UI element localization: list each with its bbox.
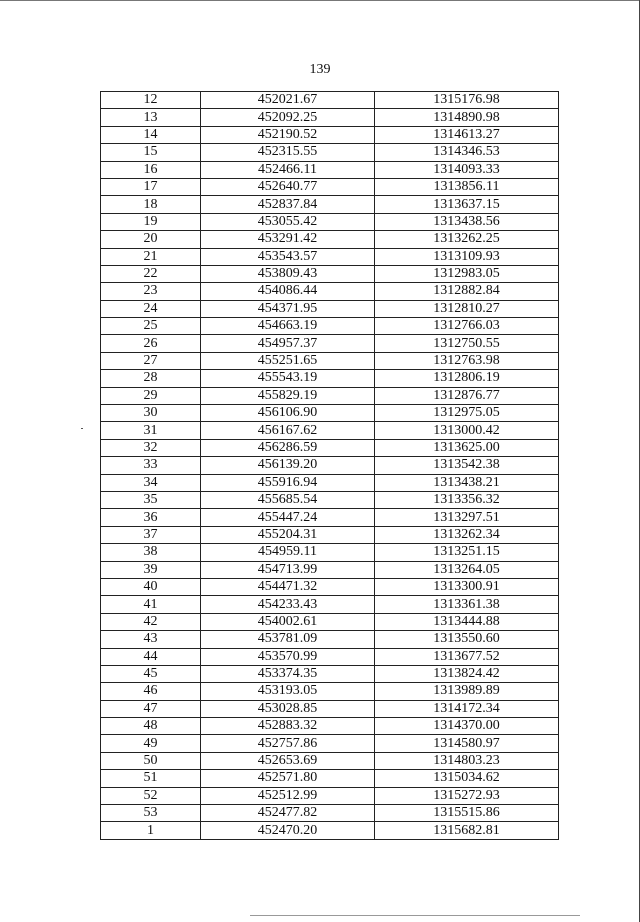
x-coordinate-cell: 455447.24	[201, 509, 375, 526]
y-coordinate-cell: 1314093.33	[375, 161, 559, 178]
x-coordinate-cell: 453781.09	[201, 631, 375, 648]
table-row	[101, 770, 559, 787]
y-coordinate-cell: 1312763.98	[375, 352, 559, 369]
x-coordinate-cell: 454663.19	[201, 318, 375, 335]
y-coordinate-cell: 1313264.05	[375, 561, 559, 578]
x-coordinate-cell: 456286.59	[201, 439, 375, 456]
table-row	[101, 822, 559, 839]
point-number-cell: 27	[101, 352, 201, 369]
y-coordinate-cell: 1313262.25	[375, 231, 559, 248]
x-coordinate-cell: 452640.77	[201, 178, 375, 195]
y-coordinate-cell: 1313438.56	[375, 213, 559, 230]
table-row	[101, 300, 559, 317]
x-coordinate-cell: 452837.84	[201, 196, 375, 213]
point-number-cell: 24	[101, 300, 201, 317]
point-number-cell: 21	[101, 248, 201, 265]
point-number-cell: 39	[101, 561, 201, 578]
point-number-cell: 40	[101, 578, 201, 595]
point-number-cell: 19	[101, 213, 201, 230]
y-coordinate-cell: 1313824.42	[375, 665, 559, 682]
table-row	[101, 352, 559, 369]
point-number-cell: 12	[101, 92, 201, 109]
table-row	[101, 318, 559, 335]
x-coordinate-cell: 452092.25	[201, 109, 375, 126]
x-coordinate-cell: 453543.57	[201, 248, 375, 265]
point-number-cell: 30	[101, 405, 201, 422]
scan-speck	[81, 428, 83, 429]
x-coordinate-cell: 453291.42	[201, 231, 375, 248]
table-row	[101, 405, 559, 422]
table-row	[101, 213, 559, 230]
y-coordinate-cell: 1313000.42	[375, 422, 559, 439]
scan-edge-top	[0, 0, 640, 1]
point-number-cell: 28	[101, 370, 201, 387]
table-row	[101, 509, 559, 526]
table-row	[101, 231, 559, 248]
table-row	[101, 439, 559, 456]
point-number-cell: 23	[101, 283, 201, 300]
y-coordinate-cell: 1314890.98	[375, 109, 559, 126]
y-coordinate-cell: 1312882.84	[375, 283, 559, 300]
x-coordinate-cell: 452477.82	[201, 805, 375, 822]
y-coordinate-cell: 1313637.15	[375, 196, 559, 213]
x-coordinate-cell: 452315.55	[201, 144, 375, 161]
table-row	[101, 92, 559, 109]
y-coordinate-cell: 1313625.00	[375, 439, 559, 456]
x-coordinate-cell: 454957.37	[201, 335, 375, 352]
x-coordinate-cell: 452653.69	[201, 752, 375, 769]
y-coordinate-cell: 1313856.11	[375, 178, 559, 195]
point-number-cell: 41	[101, 596, 201, 613]
table-row	[101, 474, 559, 491]
x-coordinate-cell: 453193.05	[201, 683, 375, 700]
table-row	[101, 648, 559, 665]
x-coordinate-cell: 455685.54	[201, 491, 375, 508]
point-number-cell: 25	[101, 318, 201, 335]
table-row	[101, 196, 559, 213]
y-coordinate-cell: 1315176.98	[375, 92, 559, 109]
x-coordinate-cell: 456106.90	[201, 405, 375, 422]
y-coordinate-cell: 1313677.52	[375, 648, 559, 665]
point-number-cell: 37	[101, 526, 201, 543]
table-row	[101, 370, 559, 387]
table-row	[101, 126, 559, 143]
table-row	[101, 544, 559, 561]
point-number-cell: 1	[101, 822, 201, 839]
table-row	[101, 700, 559, 717]
table-row	[101, 491, 559, 508]
x-coordinate-cell: 452466.11	[201, 161, 375, 178]
y-coordinate-cell: 1314370.00	[375, 718, 559, 735]
table-row	[101, 387, 559, 404]
y-coordinate-cell: 1314346.53	[375, 144, 559, 161]
y-coordinate-cell: 1313251.15	[375, 544, 559, 561]
x-coordinate-cell: 455916.94	[201, 474, 375, 491]
table-row	[101, 718, 559, 735]
x-coordinate-cell: 453809.43	[201, 265, 375, 282]
table-row	[101, 665, 559, 682]
table-row	[101, 248, 559, 265]
point-number-cell: 52	[101, 787, 201, 804]
y-coordinate-cell: 1312810.27	[375, 300, 559, 317]
x-coordinate-cell: 454233.43	[201, 596, 375, 613]
y-coordinate-cell: 1312983.05	[375, 265, 559, 282]
table-row	[101, 613, 559, 630]
point-number-cell: 16	[101, 161, 201, 178]
point-number-cell: 34	[101, 474, 201, 491]
point-number-cell: 45	[101, 665, 201, 682]
y-coordinate-cell: 1315034.62	[375, 770, 559, 787]
y-coordinate-cell: 1315515.86	[375, 805, 559, 822]
table-row	[101, 526, 559, 543]
table-row	[101, 283, 559, 300]
table-row	[101, 752, 559, 769]
point-number-cell: 22	[101, 265, 201, 282]
y-coordinate-cell: 1312766.03	[375, 318, 559, 335]
table-row	[101, 335, 559, 352]
point-number-cell: 48	[101, 718, 201, 735]
x-coordinate-cell: 452021.67	[201, 92, 375, 109]
y-coordinate-cell: 1312975.05	[375, 405, 559, 422]
x-coordinate-cell: 452571.80	[201, 770, 375, 787]
x-coordinate-cell: 454959.11	[201, 544, 375, 561]
point-number-cell: 49	[101, 735, 201, 752]
point-number-cell: 46	[101, 683, 201, 700]
point-number-cell: 31	[101, 422, 201, 439]
point-number-cell: 42	[101, 613, 201, 630]
point-number-cell: 36	[101, 509, 201, 526]
x-coordinate-cell: 452190.52	[201, 126, 375, 143]
coordinate-table	[100, 91, 559, 840]
x-coordinate-cell: 452512.99	[201, 787, 375, 804]
y-coordinate-cell: 1313262.34	[375, 526, 559, 543]
point-number-cell: 20	[101, 231, 201, 248]
y-coordinate-cell: 1315682.81	[375, 822, 559, 839]
x-coordinate-cell: 454002.61	[201, 613, 375, 630]
y-coordinate-cell: 1313542.38	[375, 457, 559, 474]
table-row	[101, 144, 559, 161]
y-coordinate-cell: 1312806.19	[375, 370, 559, 387]
x-coordinate-cell: 456167.62	[201, 422, 375, 439]
table-row	[101, 787, 559, 804]
y-coordinate-cell: 1313109.93	[375, 248, 559, 265]
x-coordinate-cell: 454471.32	[201, 578, 375, 595]
y-coordinate-cell: 1314580.97	[375, 735, 559, 752]
x-coordinate-cell: 453374.35	[201, 665, 375, 682]
table-row	[101, 265, 559, 282]
x-coordinate-cell: 453570.99	[201, 648, 375, 665]
point-number-cell: 13	[101, 109, 201, 126]
table-row	[101, 561, 559, 578]
x-coordinate-cell: 453055.42	[201, 213, 375, 230]
point-number-cell: 26	[101, 335, 201, 352]
y-coordinate-cell: 1314172.34	[375, 700, 559, 717]
y-coordinate-cell: 1313444.88	[375, 613, 559, 630]
x-coordinate-cell: 452757.86	[201, 735, 375, 752]
scan-edge-bottom	[250, 915, 580, 916]
table-row	[101, 596, 559, 613]
point-number-cell: 15	[101, 144, 201, 161]
point-number-cell: 43	[101, 631, 201, 648]
y-coordinate-cell: 1314803.23	[375, 752, 559, 769]
table-row	[101, 631, 559, 648]
y-coordinate-cell: 1313300.91	[375, 578, 559, 595]
point-number-cell: 47	[101, 700, 201, 717]
table-row	[101, 805, 559, 822]
x-coordinate-cell: 455543.19	[201, 370, 375, 387]
table-row	[101, 422, 559, 439]
point-number-cell: 29	[101, 387, 201, 404]
y-coordinate-cell: 1313361.38	[375, 596, 559, 613]
x-coordinate-cell: 455829.19	[201, 387, 375, 404]
point-number-cell: 38	[101, 544, 201, 561]
table-row	[101, 161, 559, 178]
y-coordinate-cell: 1314613.27	[375, 126, 559, 143]
point-number-cell: 35	[101, 491, 201, 508]
coordinate-table-body	[101, 92, 559, 840]
x-coordinate-cell: 452470.20	[201, 822, 375, 839]
point-number-cell: 50	[101, 752, 201, 769]
y-coordinate-cell: 1313297.51	[375, 509, 559, 526]
x-coordinate-cell: 452883.32	[201, 718, 375, 735]
table-row	[101, 178, 559, 195]
x-coordinate-cell: 454371.95	[201, 300, 375, 317]
page-number: 139	[309, 62, 331, 77]
point-number-cell: 51	[101, 770, 201, 787]
x-coordinate-cell: 454086.44	[201, 283, 375, 300]
point-number-cell: 32	[101, 439, 201, 456]
y-coordinate-cell: 1313550.60	[375, 631, 559, 648]
table-row	[101, 109, 559, 126]
point-number-cell: 33	[101, 457, 201, 474]
point-number-cell: 18	[101, 196, 201, 213]
x-coordinate-cell: 453028.85	[201, 700, 375, 717]
y-coordinate-cell: 1315272.93	[375, 787, 559, 804]
point-number-cell: 44	[101, 648, 201, 665]
table-row	[101, 735, 559, 752]
table-row	[101, 457, 559, 474]
table-row	[101, 683, 559, 700]
point-number-cell: 14	[101, 126, 201, 143]
y-coordinate-cell: 1313989.89	[375, 683, 559, 700]
x-coordinate-cell: 456139.20	[201, 457, 375, 474]
table-row	[101, 578, 559, 595]
x-coordinate-cell: 455251.65	[201, 352, 375, 369]
point-number-cell: 53	[101, 805, 201, 822]
x-coordinate-cell: 454713.99	[201, 561, 375, 578]
y-coordinate-cell: 1313356.32	[375, 491, 559, 508]
point-number-cell: 17	[101, 178, 201, 195]
y-coordinate-cell: 1312876.77	[375, 387, 559, 404]
y-coordinate-cell: 1313438.21	[375, 474, 559, 491]
y-coordinate-cell: 1312750.55	[375, 335, 559, 352]
x-coordinate-cell: 455204.31	[201, 526, 375, 543]
